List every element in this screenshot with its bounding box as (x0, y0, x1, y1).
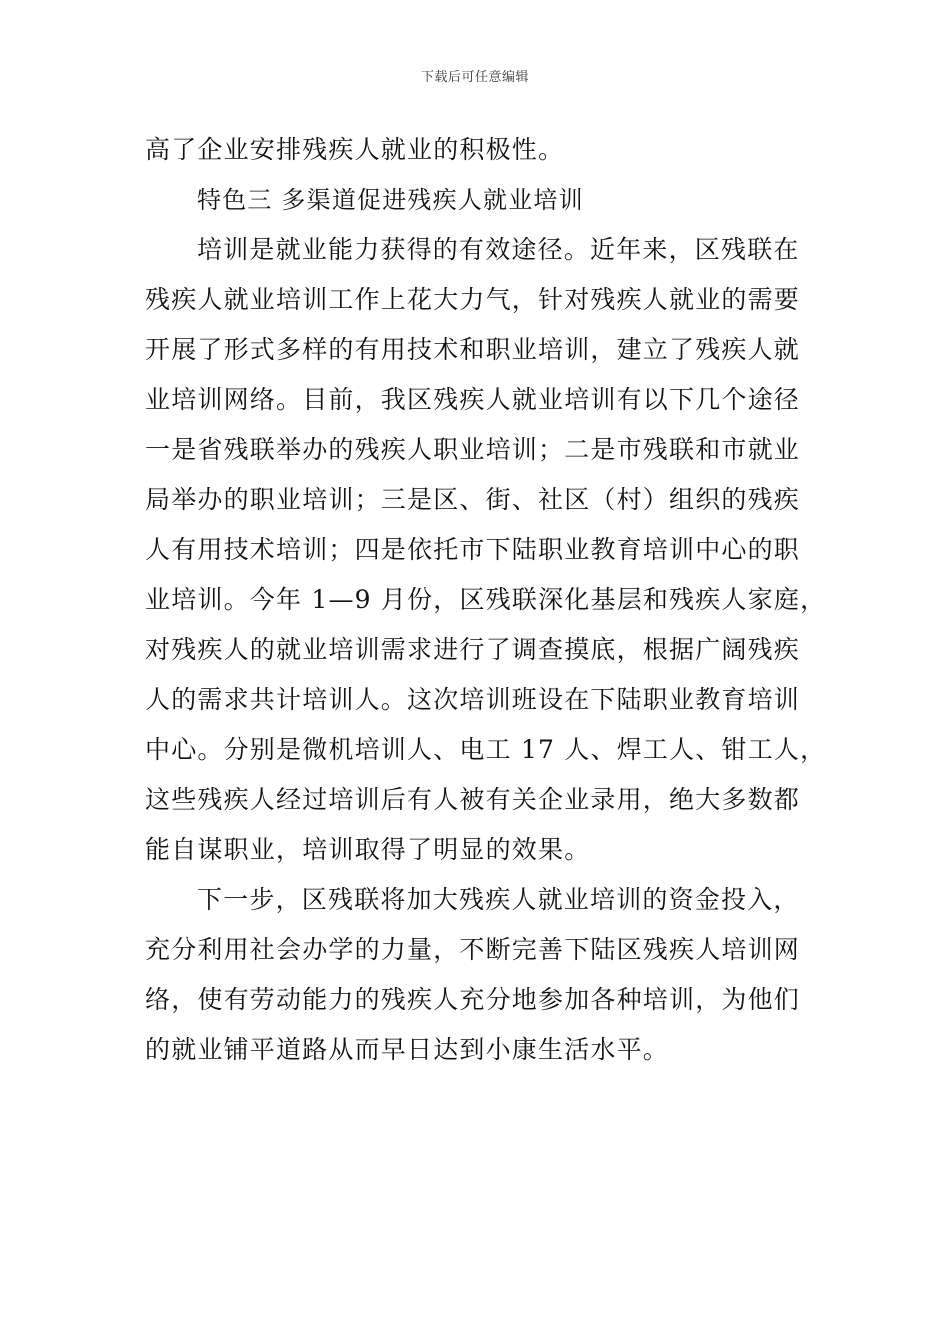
paragraph-line: 充分利用社会办学的力量，不断完善下陆区残疾人培训网 (145, 935, 801, 964)
paragraph-line: 一是省残联举办的残疾人职业培训；二是市残联和市就业 (145, 435, 801, 464)
paragraph-line: 这些残疾人经过培训后有人被有关企业录用，绝大多数都 (145, 785, 801, 814)
paragraph-line: 中心。分别是微机培训人、电工 17 人、焊工人、钳工人， (145, 735, 827, 764)
body-text (145, 125, 827, 1075)
paragraph-line: 络，使有劳动能力的残疾人充分地参加各种培训，为他们 (145, 985, 801, 1014)
paragraph-line: 高了企业安排残疾人就业的积极性。 (145, 135, 565, 164)
paragraph-line: 能自谋职业，培训取得了明显的效果。 (145, 835, 591, 864)
paragraph-line: 开展了形式多样的有用技术和职业培训，建立了残疾人就 (145, 335, 801, 364)
paragraph-line: 下一步，区残联将加大残疾人就业培训的资金投入， (197, 885, 800, 914)
paragraph-line: 培训是就业能力获得的有效途径。近年来，区残联在 (197, 235, 800, 264)
paragraph-line: 局举办的职业培训；三是区、街、社区（村）组织的残疾 (145, 485, 801, 514)
paragraph-line: 残疾人就业培训工作上花大力气，针对残疾人就业的需要 (145, 285, 801, 314)
header-note: 下载后可任意编辑 (420, 70, 529, 85)
paragraph-line: 人有用技术培训；四是依托市下陆职业教育培训中心的职 (145, 535, 801, 564)
paragraph-line: 业培训。今年 1—9 月份，区残联深化基层和残疾人家庭， (145, 585, 827, 614)
section-heading: 特色三 多渠道促进残疾人就业培训 (197, 186, 584, 214)
paragraph-line: 的就业铺平道路从而早日达到小康生活水平。 (145, 1035, 670, 1064)
paragraph-line: 人的需求共计培训人。这次培训班设在下陆职业教育培训 (145, 685, 801, 714)
paragraph-line: 业培训网络。目前，我区残疾人就业培训有以下几个途径 (145, 385, 801, 414)
paragraph-line: 对残疾人的就业培训需求进行了调查摸底，根据广阔残疾 (145, 635, 801, 664)
